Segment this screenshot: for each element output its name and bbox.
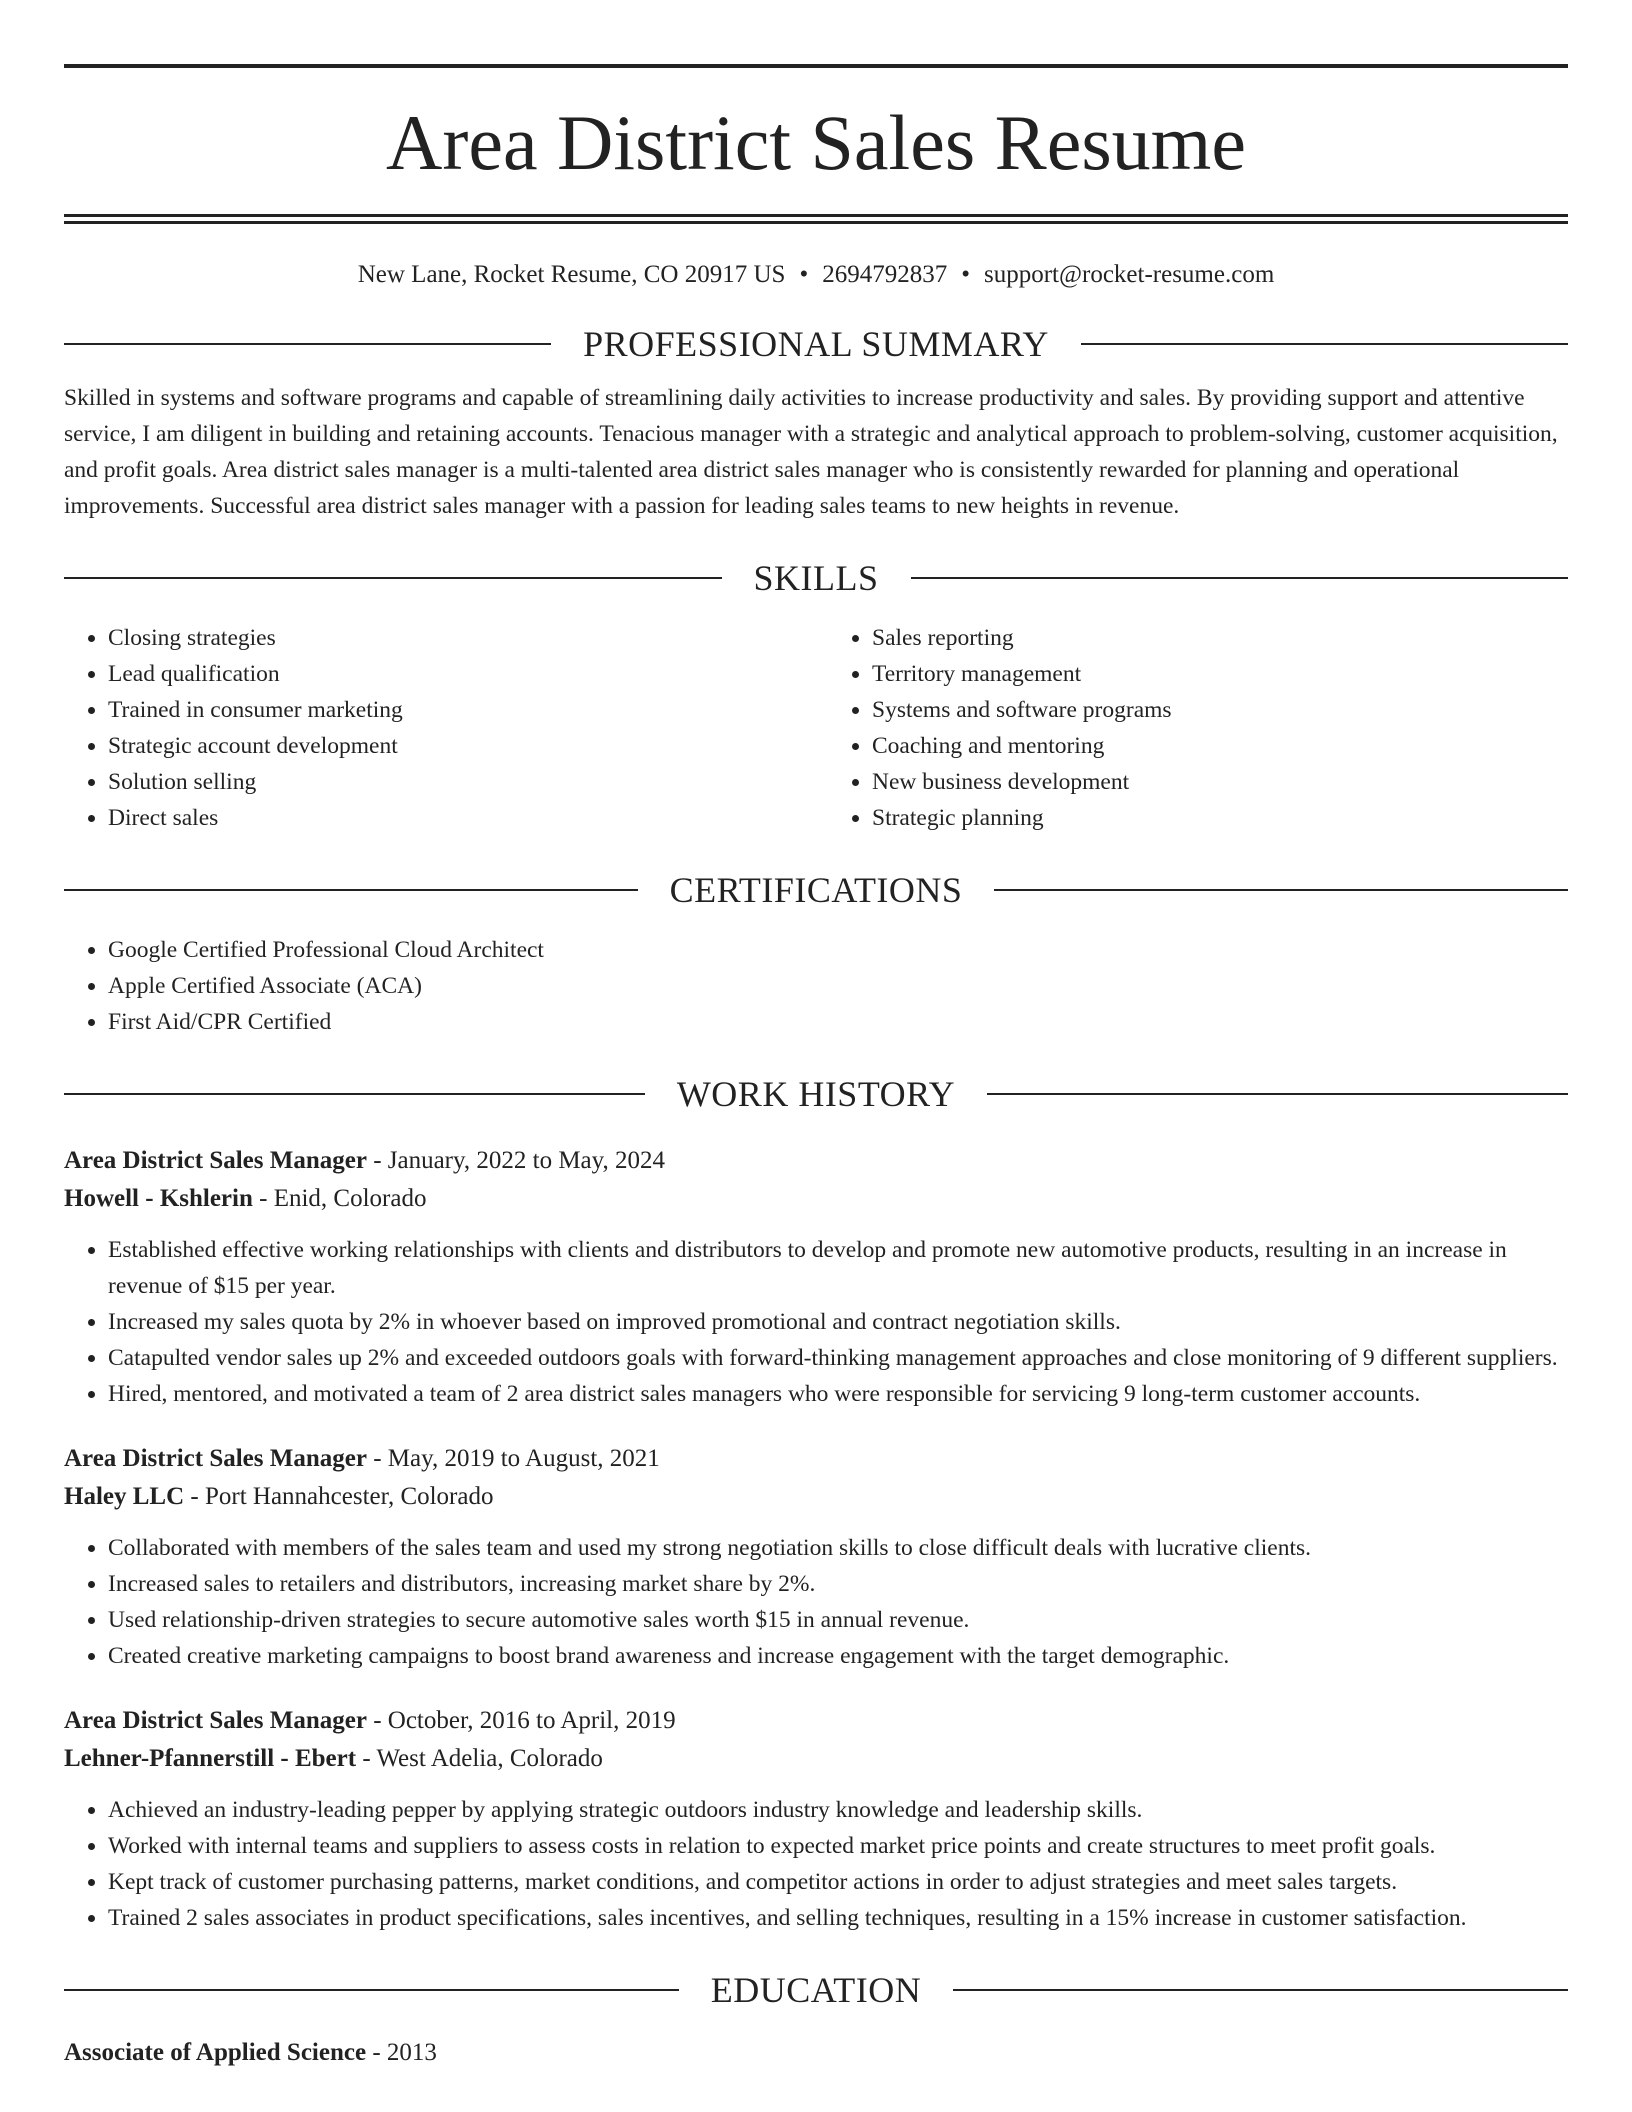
spacer [64, 1674, 1568, 1702]
job-location: - Port Hannahcester, Colorado [184, 1483, 494, 1510]
job-bullet: • Hired, mentored, and motivated a team of 2 area district sales managers who were responsible for servicing 9 long-term customer accounts. [108, 1376, 1568, 1412]
heading-rule-right [953, 1989, 1568, 1991]
heading-rule-right [994, 889, 1568, 891]
section-heading-skills [64, 556, 1568, 600]
education-degree: Associate of Applied Science [64, 2039, 367, 2066]
certification-item: • Google Certified Professional Cloud Architect [108, 932, 1568, 968]
job-title-line [64, 1142, 1568, 1180]
job-bullet: • Kept track of customer purchasing patterns, market conditions, and competitor actions in order to adjust strategies and meet sales targets. [108, 1864, 1568, 1900]
section-heading-summary [64, 322, 1568, 366]
heading-rule-left [64, 343, 551, 345]
contact-address: New Lane, Rocket Resume, CO 20917 US [357, 261, 786, 288]
job-location: - West Adelia, Colorado [356, 1745, 603, 1772]
skills-grid [64, 600, 1568, 836]
skill-item: • Strategic account development [108, 728, 816, 764]
certification-item: • Apple Certified Associate (ACA) [108, 968, 1568, 1004]
job-title-line [64, 1440, 1568, 1478]
spacer [64, 1412, 1568, 1440]
heading-rule-right [911, 577, 1569, 579]
skill-item: • Closing strategies [108, 620, 816, 656]
heading-rule-left [64, 889, 638, 891]
job-company: Howell - Kshlerin [64, 1185, 253, 1212]
job-company-line [64, 1478, 1568, 1516]
job-bullets [64, 1530, 1568, 1674]
job-bullet: • Collaborated with members of the sales team and used my strong negotiation skills to close difficult deals with lucrative clients. [108, 1530, 1568, 1566]
section-title: EDUCATION [710, 1970, 922, 2010]
skill-item: • Strategic planning [872, 800, 1568, 836]
job-title: Area District Sales Manager [64, 1707, 367, 1734]
job-dates: - May, 2019 to August, 2021 [366, 1445, 660, 1472]
skill-item: • New business development [872, 764, 1568, 800]
job-entry [64, 1702, 1568, 1936]
heading-rule-right [987, 1093, 1568, 1095]
job-title: Area District Sales Manager [64, 1147, 367, 1174]
education-entry [64, 2034, 1568, 2072]
job-bullet: • Worked with internal teams and suppliers to assess costs in relation to expected market price points and create structures to meet profit goals. [108, 1828, 1568, 1864]
top-rule [64, 64, 1568, 68]
certification-item: • First Aid/CPR Certified [108, 1004, 1568, 1040]
skill-item: • Coaching and mentoring [872, 728, 1568, 764]
certifications-list [64, 932, 1568, 1040]
section-title: SKILLS [753, 558, 879, 598]
skill-item: • Systems and software programs [872, 692, 1568, 728]
job-dates: - October, 2016 to April, 2019 [366, 1707, 676, 1734]
skill-item: • Solution selling [108, 764, 816, 800]
job-bullet: • Created creative marketing campaigns to boost brand awareness and increase engagement with the target demographic. [108, 1638, 1568, 1674]
section-title: CERTIFICATIONS [669, 870, 963, 910]
contact-email: support@rocket-resume.com [983, 261, 1275, 288]
job-entry [64, 1142, 1568, 1412]
job-title: Area District Sales Manager [64, 1445, 367, 1472]
job-company: Lehner-Pfannerstill - Ebert [64, 1745, 357, 1772]
skill-item: • Direct sales [108, 800, 816, 836]
job-dates: - January, 2022 to May, 2024 [366, 1147, 666, 1174]
contact-separator: • [961, 261, 970, 288]
section-title: WORK HISTORY [676, 1074, 956, 1114]
job-bullets [64, 1232, 1568, 1412]
heading-rule-left [64, 1093, 645, 1095]
job-bullet: • Catapulted vendor sales up 2% and exceeded outdoors goals with forward-thinking management approaches and close monitoring of 9 different suppliers. [108, 1340, 1568, 1376]
skill-item: • Sales reporting [872, 620, 1568, 656]
job-bullet: • Achieved an industry-leading pepper by applying strategic outdoors industry knowledge and leadership skills. [108, 1792, 1568, 1828]
heading-rule-left [64, 1989, 679, 1991]
skills-list-right [816, 620, 1568, 836]
resume-content [64, 64, 1568, 2072]
section-heading-certifications [64, 868, 1568, 912]
skill-item: • Territory management [872, 656, 1568, 692]
job-company-line [64, 1180, 1568, 1218]
contact-separator: • [799, 261, 809, 288]
job-bullet: • Increased my sales quota by 2% in whoever based on improved promotional and contract negotiation skills. [108, 1304, 1568, 1340]
job-entry [64, 1440, 1568, 1674]
job-bullet: • Established effective working relationships with clients and distributors to develop and promote new automotive products, resulting in an increase in revenue of $15 per year. [108, 1232, 1568, 1304]
summary-paragraph: Skilled in systems and software programs and capable of streamlining daily activities to increase productivity and sales. By providing support and attentive service, I am diligent in building and retaining accounts. Tenacious manager with a strategic and analytical approach to problem-solving, customer acquisition, and profit goals. Area district sales manager is a multi-talented area district sales manager who is consistently rewarded for planning and operational improvements. Successful area district sales manager with a passion for leading sales teams to new heights in revenue. [64, 385, 1558, 519]
job-company: Haley LLC [64, 1483, 185, 1510]
heading-rule-right [1081, 343, 1568, 345]
contact-phone: 2694792837 [822, 261, 948, 288]
job-bullets [64, 1792, 1568, 1936]
title-double-rule [64, 214, 1568, 224]
section-title: PROFESSIONAL SUMMARY [583, 324, 1049, 364]
section-heading-work-history [64, 1072, 1568, 1116]
job-title-line [64, 1702, 1568, 1740]
skill-item: • Trained in consumer marketing [108, 692, 816, 728]
skills-list-left [64, 620, 816, 836]
heading-rule-left [64, 577, 722, 579]
job-bullet: • Used relationship-driven strategies to secure automotive sales worth $15 in annual revenue. [108, 1602, 1568, 1638]
job-bullet: • Increased sales to retailers and distributors, increasing market share by 2%. [108, 1566, 1568, 1602]
job-bullet: • Trained 2 sales associates in product specifications, sales incentives, and selling techniques, resulting in a 15% increase in customer satisfaction. [108, 1900, 1568, 1936]
contact-line [64, 260, 1568, 290]
job-company-line [64, 1740, 1568, 1778]
section-heading-education [64, 1968, 1568, 2012]
skill-item: • Lead qualification [108, 656, 816, 692]
job-location: - Enid, Colorado [252, 1185, 427, 1212]
resume-title: Area District Sales Resume [386, 99, 1246, 186]
education-year: - 2013 [366, 2039, 437, 2066]
